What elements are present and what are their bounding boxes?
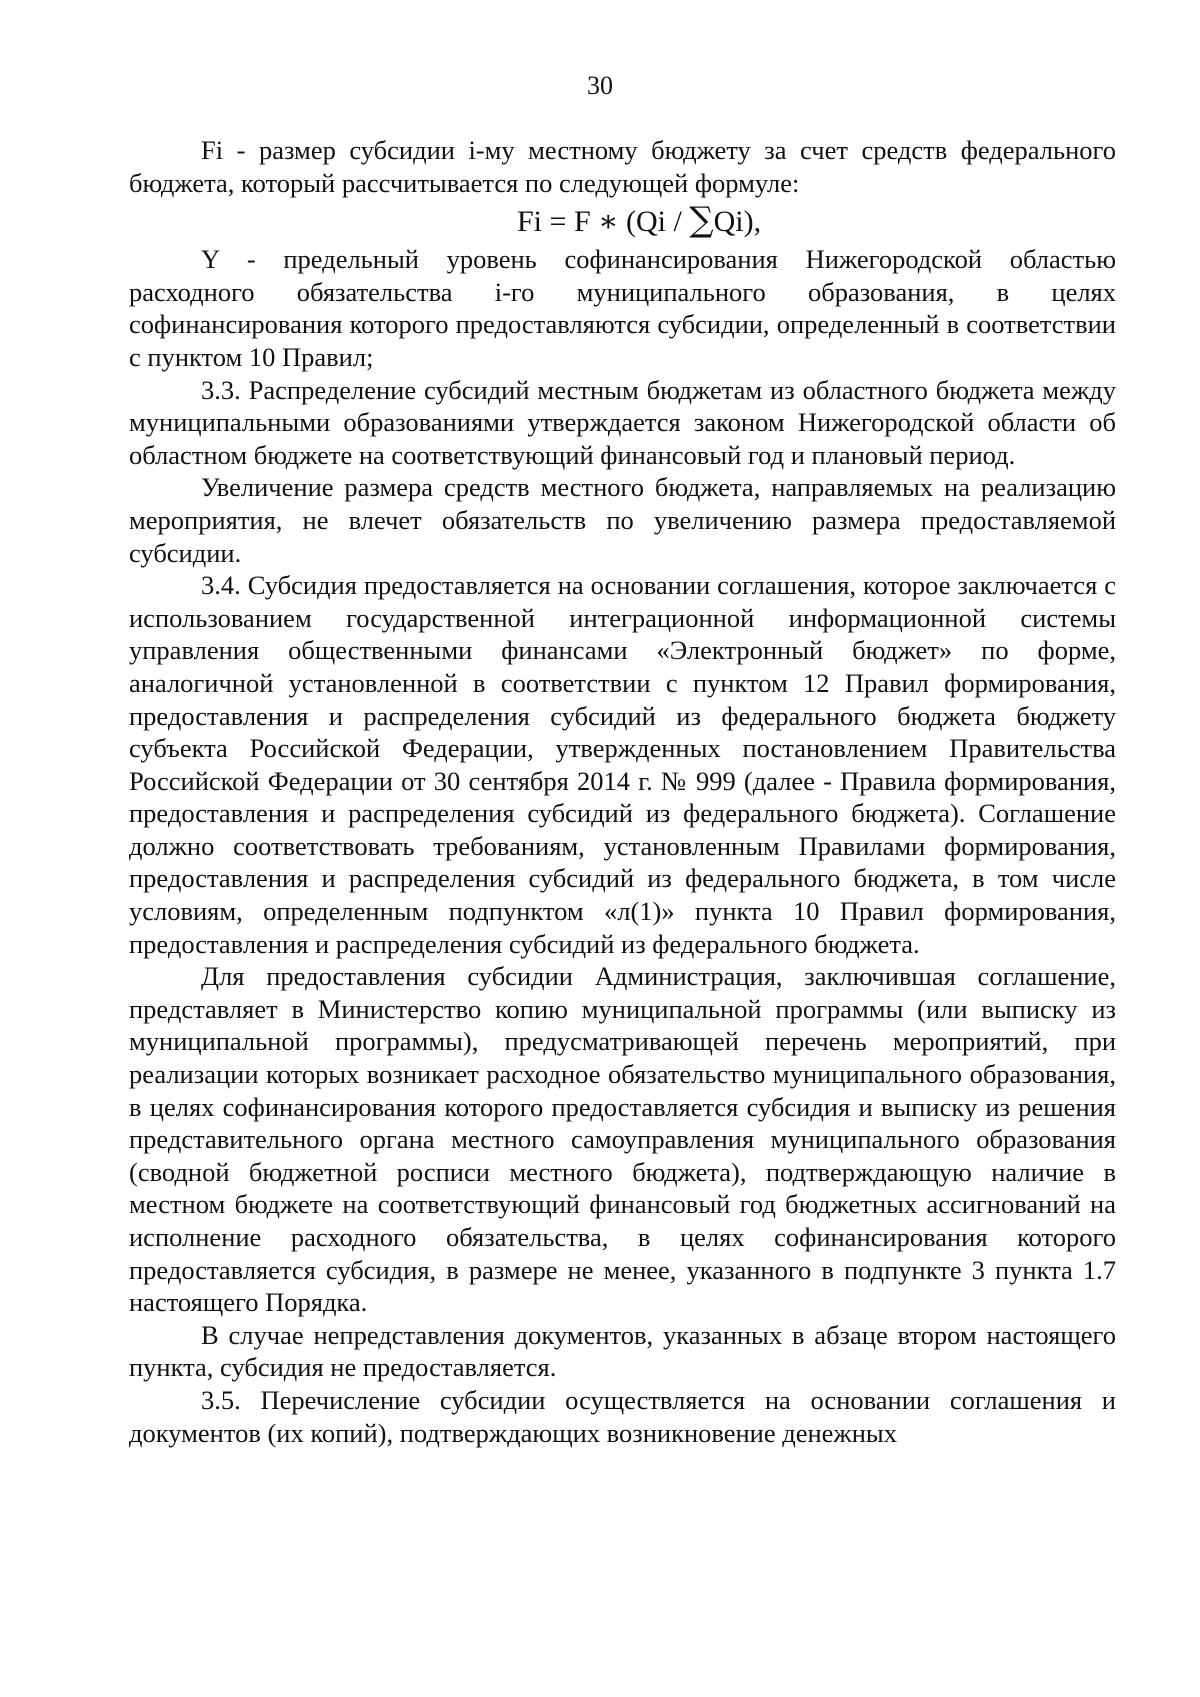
paragraph-budget-increase: Увеличение размера средств местного бюджета, направляемых на реализацию мероприятия, не влечет обязательств по увеличению размера предоставляемой субсидии. (129, 472, 1116, 568)
formula-rhs: Qi), (713, 205, 762, 239)
paragraph-documents: Для предоставления субсидии Администрация, заключившая соглашение, представляет в Министерство копию муниципальной программы (или выписку из муниципальной программы), предусматривающей перечень мероприятий, при реализации которых возникает расходное обязательство муниципального образования, в целях софинансирования которого предоставляется субсидия и выписку из решения представительного органа местного самоуправления муниципального образования (сводной бюджетной росписи местного бюджета), подтверждающую наличие в местном бюджете на соответствующий финансовый год бюджетных ассигнований на исполнение расходного обязательства, в целях софинансирования которого предоставляется субсидия, в размере не менее, указанного в подпункте 3 пункта 1.7 настоящего Порядка. (129, 961, 1116, 1318)
paragraph-y-definition: Y - предельный уровень софинансирования Нижегородской областью расходного обязательства i-го муниципального образования, в целях софинансирования которого предоставляются субсидии, определенный в соответствии с пунктом 10 Правил; (129, 244, 1116, 372)
sigma-icon: ∑ (689, 200, 714, 241)
paragraph-non-submission: В случае непредставления документов, указанных в абзаце втором настоящего пункта, субсидия не предоставляется. (129, 1319, 1116, 1383)
formula (129, 199, 1116, 243)
formula-lhs: Fi = F ∗ (Qi / (517, 205, 690, 239)
document-body (129, 134, 1116, 1449)
paragraph-fi-definition: Fi - размер субсидии i-му местному бюджету за счет средств федерального бюджета, который рассчитывается по следующей формуле: (129, 135, 1116, 198)
page-number: 30 (587, 71, 613, 100)
paragraph-3-3: 3.3. Распределение субсидий местным бюджетам из областного бюджета между муниципальными образованиями утверждается законом Нижегородской области об областном бюджете на соответствующий финансовый год и плановый период. (129, 374, 1116, 470)
paragraph-3-5: 3.5. Перечисление субсидии осуществляется на основании соглашения и документов (их копий), подтверждающих возникновение денежных (129, 1384, 1116, 1448)
paragraph-3-4: 3.4. Субсидия предоставляется на основании соглашения, которое заключается с использованием государственной интеграционной информационной системы управления общественными финансами «Электронный бюджет» по форме, аналогичной установленной в соответствии с пунктом 12 Правил формирования, предоставления и распределения субсидий из федерального бюджета бюджету субъекта Российской Федерации, утвержденных постановлением Правительства Российской Федерации от 30 сентября 2014 г. № 999 (далее - Правила формирования, предоставления и распределения субсидий из федерального бюджета). Соглашение должно соответствовать требованиям, установленным Правилами формирования, предоставления и распределения субсидий из федерального бюджета, в том числе условиям, определенным подпунктом «л(1)» пункта 10 Правил формирования, предоставления и распределения субсидий из федерального бюджета. (129, 570, 1116, 959)
